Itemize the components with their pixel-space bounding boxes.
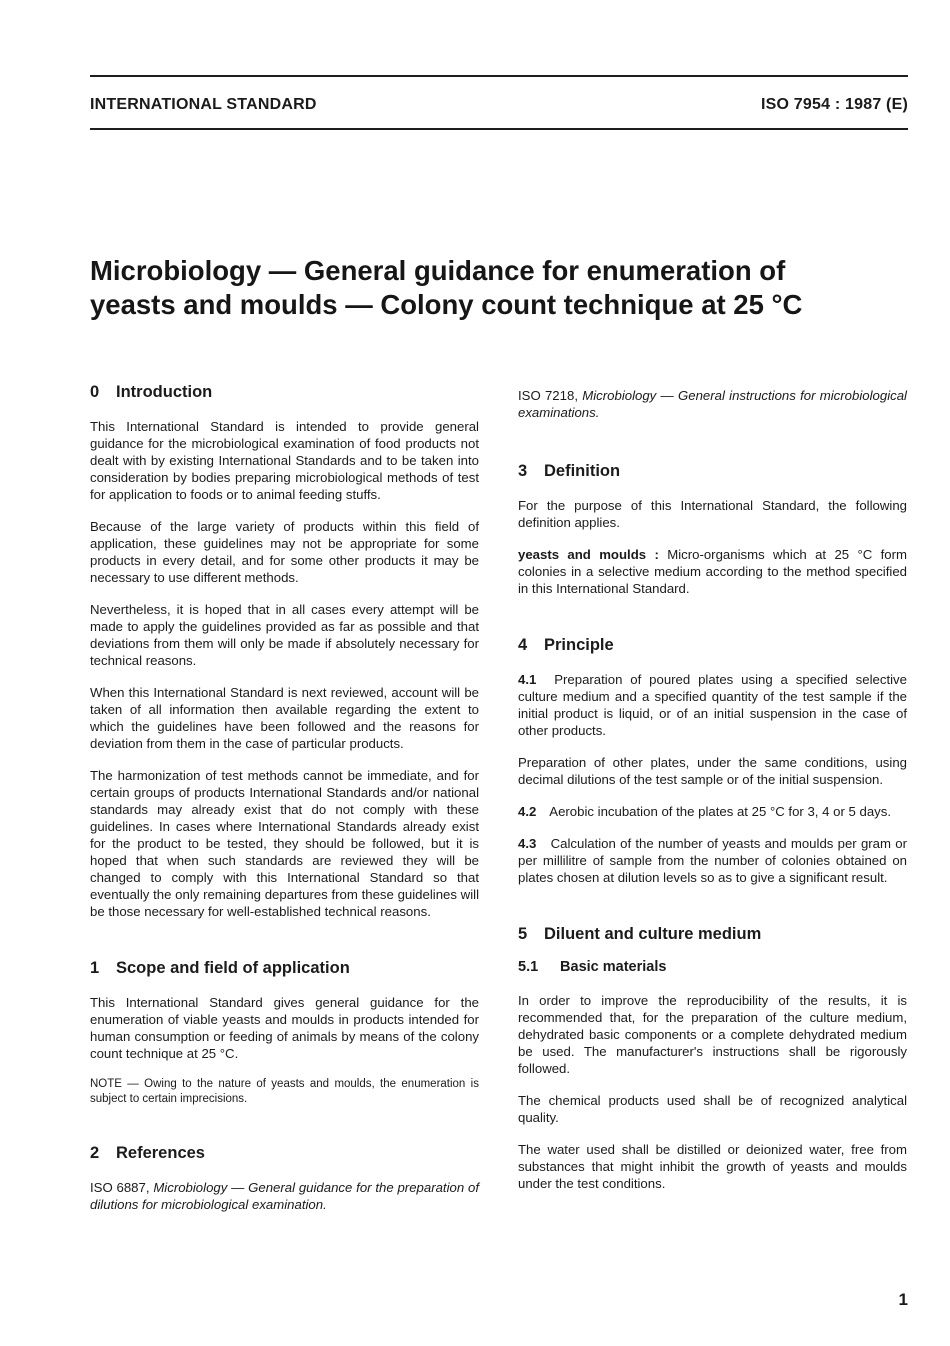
clause-text: Preparation of poured plates using a specified selective culture medium and a specified quantity of the test sample if the initial product is liquid, or of an initial suspension in the case of other products. [518, 672, 907, 738]
section-1-number: 1 [90, 959, 100, 977]
reference-title: Microbiology — General instructions for microbiological examinations. [518, 388, 907, 420]
definition-entry [518, 546, 907, 597]
header-doc-type: INTERNATIONAL STANDARD [90, 96, 317, 113]
clause-4-3 [518, 835, 907, 886]
clause-4-1 [518, 671, 907, 739]
clause-text: Calculation of the number of yeasts and moulds per gram or per millilitre of sample from the number of colonies obtained on plates chosen at dilution levels so as to give a significant result. [518, 836, 907, 885]
title-line-1: Microbiology — General guidance for enumeration of [90, 255, 786, 286]
section-4-heading [518, 635, 907, 655]
reference-title: Microbiology — General guidance for the preparation of dilutions for microbiological examination. [90, 1180, 479, 1212]
section-4-number: 4 [518, 636, 528, 654]
document-title [90, 254, 908, 322]
header-bottom-rule [90, 128, 908, 130]
intro-paragraph-4: When this International Standard is next reviewed, account will be taken of all information then available regarding the extent to which the guidelines have been followed and the reasons for deviation from them in the case of particular products. [90, 685, 479, 751]
clause-number: 4.1 [518, 672, 537, 687]
section-4-title: Principle [544, 636, 614, 654]
intro-paragraph-2: Because of the large variety of products within this field of application, these guidelines may not be appropriate for some products in every detail, and for some other products it may be necessary to use different methods. [90, 519, 479, 585]
subsection-5-1-heading [518, 958, 907, 976]
clause-number: 4.3 [518, 836, 537, 851]
subsection-5-1-number: 5.1 [518, 959, 539, 975]
definition-text: Micro-organisms which at 25 °C form colonies in a selective medium according to the method specified in this International Standard. [518, 547, 907, 596]
section-5-title: Diluent and culture medium [544, 925, 762, 943]
definition-intro: For the purpose of this International Standard, the following definition applies. [518, 498, 907, 530]
section-2-heading [90, 1143, 479, 1163]
section-1-heading [90, 958, 479, 978]
section-5-heading [518, 924, 907, 944]
section-1-title: Scope and field of application [116, 959, 350, 977]
clause-4-2 [518, 803, 907, 820]
section-3-heading [518, 461, 907, 481]
left-column [90, 382, 479, 1213]
page-number: 1 [898, 1290, 908, 1309]
header-doc-number: ISO 7954 : 1987 (E) [761, 96, 908, 113]
running-header [90, 93, 908, 117]
clause-text: Aerobic incubation of the plates at 25 °C for 3, 4 or 5 days. [549, 804, 892, 819]
definition-term: yeasts and moulds : [518, 547, 659, 562]
section-2-number: 2 [90, 1144, 100, 1162]
reference-iso-7218 [518, 387, 907, 421]
section-0-heading [90, 382, 479, 402]
section-3-title: Definition [544, 462, 621, 480]
section-5-number: 5 [518, 925, 528, 943]
title-line-2: yeasts and moulds — Colony count technique at 25 °C [90, 289, 803, 320]
scope-paragraph: This International Standard gives general guidance for the enumeration of viable yeasts and moulds in products intended for human consumption or feeding of animals by means of the colony count technique at 25 °C. [90, 995, 479, 1061]
section-3-number: 3 [518, 462, 528, 480]
section-2-title: References [116, 1144, 205, 1162]
clause-number: 4.2 [518, 804, 537, 819]
reference-code: ISO 6887, [90, 1180, 150, 1195]
reference-code: ISO 7218, [518, 388, 578, 403]
section-0-title: Introduction [116, 383, 213, 401]
basic-materials-paragraph-1: In order to improve the reproducibility of the results, it is recommended that, for the preparation of the culture medium, dehydrated basic components or a complete dehydrated medium be used. The manufacturer's instructions shall be rigorously followed. [518, 993, 907, 1076]
reference-iso-6887 [90, 1179, 479, 1213]
intro-paragraph-3: Nevertheless, it is hoped that in all cases every attempt will be made to apply the guidelines provided as far as possible and that deviations from them will only be made if absolutely necessary for technical reasons. [90, 602, 479, 668]
subsection-5-1-title: Basic materials [560, 959, 667, 975]
right-column [518, 387, 907, 1192]
basic-materials-paragraph-3: The water used shall be distilled or deionized water, free from substances that might inhibit the growth of yeasts and moulds under the test conditions. [518, 1142, 907, 1191]
header-top-rule [90, 75, 908, 77]
intro-paragraph-5: The harmonization of test methods cannot be immediate, and for certain groups of products International Standards and/or national standards may already exist that do not comply with these guidelines. In cases where International Standards already exist for the product to be tested, they should be followed, but it is hoped that when such standards are reviewed they will be changed to comply with this International Standard so that eventually the only remaining departures from these guidelines will be those necessary for well-established technical reasons. [90, 768, 479, 919]
section-0-number: 0 [90, 383, 100, 401]
basic-materials-paragraph-2: The chemical products used shall be of recognized analytical quality. [518, 1093, 907, 1125]
intro-paragraph-1: This International Standard is intended to provide general guidance for the microbiological examination of food products not dealt with by existing International Standards and to be taken into consideration by bodies preparing microbiological methods of test for application to foods or to animal feeding stuffs. [90, 419, 479, 502]
scope-note: NOTE — Owing to the nature of yeasts and moulds, the enumeration is subject to certain imprecisions. [90, 1078, 479, 1105]
clause-4-1-continuation: Preparation of other plates, under the same conditions, using decimal dilutions of the test sample or of the initial suspension. [518, 755, 907, 787]
